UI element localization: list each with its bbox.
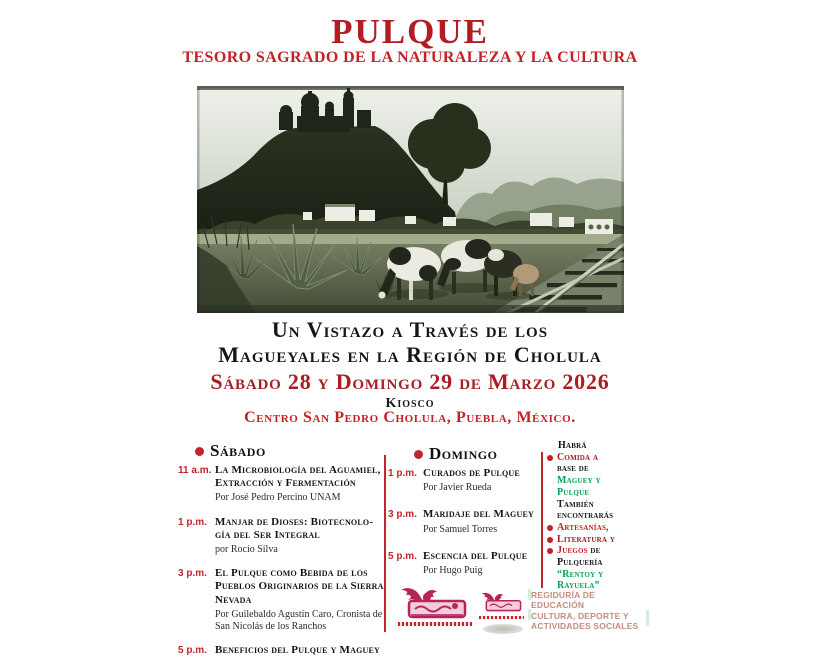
bullet-icon <box>547 537 553 543</box>
extras-line <box>547 545 627 557</box>
extras-line <box>547 487 627 499</box>
faint-logo <box>483 624 523 634</box>
event-presenter: Por Guilebaldo Agustín Caro, Cronista de San Nicolás de los Ranchos <box>215 608 383 633</box>
extras-text: Artesanías, <box>557 521 609 533</box>
schedule-event <box>388 508 540 535</box>
extras-text: “Rentoy y <box>557 568 604 580</box>
bullet-icon <box>195 447 204 456</box>
event-time: 3 p.m. <box>178 568 207 580</box>
column-divider <box>384 455 386 632</box>
poster-subtitle: TESORO SAGRADO DE LA NATURALEZA Y LA CULTURA <box>182 49 638 66</box>
event-time: 1 p.m. <box>178 516 207 528</box>
extras-text: Literatura y <box>557 533 616 545</box>
sunday-header <box>388 444 540 464</box>
headline-line1: Un Vistazo a Través de los <box>271 317 549 342</box>
event-presenter: Por Javier Rueda <box>423 482 492 494</box>
saturday-header-label: Sábado <box>210 441 266 460</box>
extras-line <box>547 522 627 534</box>
regiduria-credit <box>531 590 649 632</box>
schedule-event <box>178 567 384 633</box>
bullet-icon <box>547 525 553 531</box>
extras-line <box>547 510 627 522</box>
regiduria-line: REGIDURÍA DE EDUCACIÓN <box>531 590 595 611</box>
event-title: Maridaje del Maguey <box>423 508 534 521</box>
event-title: Beneficios del Pulque y Maguey <box>215 644 381 657</box>
event-date: Sábado 28 y Domingo 29 de Marzo 2026 <box>210 369 610 394</box>
column-divider <box>541 452 543 588</box>
event-title: El Pulque como Bebida de los Pueblos Originarios de la Sierra Nevada <box>215 567 384 606</box>
extras-line <box>547 475 627 487</box>
event-presenter: Por Hugo Puig <box>423 565 483 577</box>
extras-column <box>547 440 627 592</box>
event-title: Curados de Pulque <box>423 467 520 479</box>
event-title: Escencia del Pulque <box>423 549 528 562</box>
schedule-event <box>178 464 384 505</box>
event-time: 3 p.m. <box>388 509 417 521</box>
event-time: 11 a.m. <box>178 465 212 476</box>
sunday-header-label: Domingo <box>429 444 498 463</box>
event-title: La Microbiología del Aguamiel, Extracción y Fermentación <box>215 464 381 490</box>
event-presenter: por Rocío Silva <box>215 544 278 556</box>
cholula-municipal-logo-small <box>479 589 523 615</box>
saturday-schedule <box>178 441 384 668</box>
schedule-event <box>178 644 384 657</box>
bullet-icon <box>547 548 553 554</box>
event-time: 5 p.m. <box>178 645 207 657</box>
extras-line <box>547 569 627 581</box>
extras-text: Comida a <box>557 451 599 463</box>
venue-name: Kiosco <box>385 396 435 411</box>
extras-text: de <box>587 545 601 557</box>
logo-caption-marks <box>398 622 472 626</box>
extras-header: Habrá <box>558 440 587 451</box>
extras-text: Pulque <box>557 486 590 498</box>
event-time: 5 p.m. <box>388 550 417 562</box>
extras-line <box>547 499 627 511</box>
venue-location: Centro San Pedro Cholula, Puebla, México. <box>244 409 576 426</box>
regiduria-line: CULTURA, DEPORTE Y <box>531 610 629 621</box>
cholula-municipal-logo <box>397 584 469 622</box>
extras-text: Juegos <box>557 545 588 557</box>
bullet-icon <box>414 450 423 459</box>
schedule-event <box>388 550 540 577</box>
extras-line <box>547 452 627 464</box>
extras-line <box>547 463 627 475</box>
extras-text: También <box>557 498 594 510</box>
extras-text: base de <box>557 463 589 475</box>
cholula-landscape-photo <box>197 86 624 313</box>
poster-title: PULQUE <box>331 12 489 51</box>
extras-text: encontrarás <box>557 510 614 522</box>
event-presenter: Por Samuel Torres <box>423 523 498 535</box>
extras-text: Maguey y <box>557 475 601 487</box>
sunday-schedule <box>388 444 540 588</box>
saturday-header <box>178 441 384 461</box>
extras-line <box>547 557 627 569</box>
headline-line2: Magueyales en la Región de Cholula <box>218 342 602 367</box>
event-time: 1 p.m. <box>388 468 417 479</box>
extras-text: Pulquería <box>557 557 603 569</box>
schedule-event <box>388 467 540 494</box>
logo-caption-marks <box>479 616 524 619</box>
event-presenter: Por José Pedro Percino UNAM <box>215 492 341 504</box>
event-photo <box>197 86 624 313</box>
event-title: Manjar de Dioses: Biotecnolo-gía del Ser Integral <box>215 515 374 541</box>
regiduria-line: ACTIVIDADES SOCIALES <box>531 621 639 632</box>
extras-line <box>547 534 627 546</box>
extras-text: Rayuela” <box>557 580 600 592</box>
schedule-event <box>178 516 384 557</box>
bullet-icon <box>547 455 553 461</box>
